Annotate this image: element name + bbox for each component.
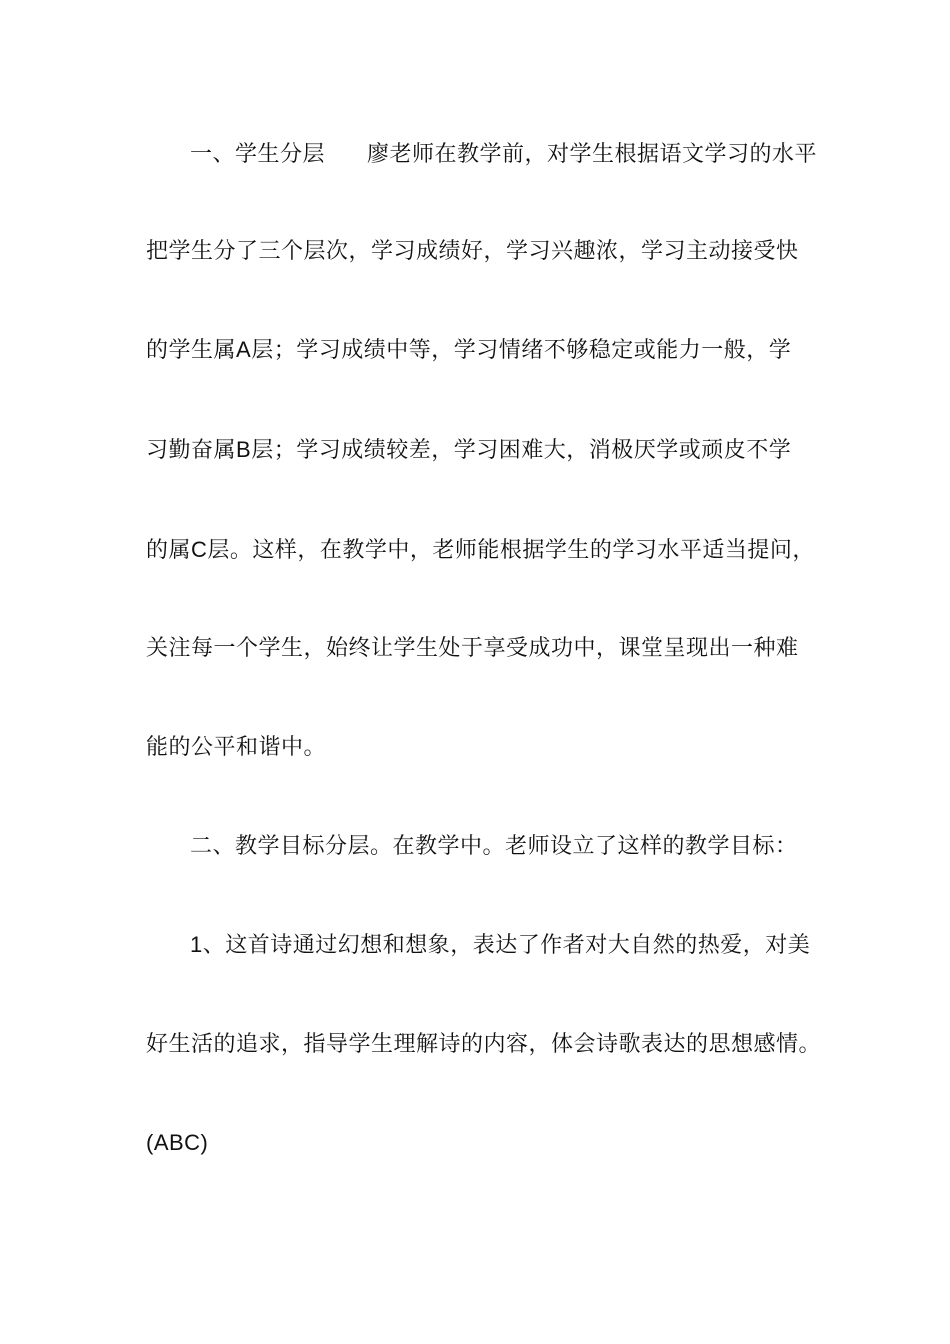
text-run: 的学生属 (146, 338, 237, 363)
text-run: 、这首诗通过幻想和想象，表达了作者对大自然的热爱，对美 (202, 933, 811, 958)
text-run: 层；学习成绩较差，学习困难大，消极厌学或顽皮不学 (251, 438, 792, 463)
paragraph1-line7: 能的公平和谐中。 (146, 735, 327, 760)
level-letter-c: C (191, 537, 208, 562)
paragraph1-line1 (190, 140, 870, 170)
section-heading-student-layering: 一、学生分层 (190, 142, 326, 167)
text-run: 的属 (146, 538, 192, 563)
section-heading-teaching-goals: 二、教学目标分层。在教学中。老师设立了这样的教学目标： (190, 834, 798, 859)
level-tag-abc: (ABC) (146, 1130, 209, 1155)
level-letter-b: B (236, 437, 252, 462)
paragraph1-line3 (146, 335, 826, 366)
paragraph1-line2: 把学生分了三个层次，学习成绩好，学习兴趣浓，学习主动接受快 (146, 239, 799, 264)
list-number: 1 (190, 932, 203, 957)
paragraph1-line5 (146, 535, 826, 566)
paragraph3-line2: 好生活的追求，指导学生理解诗的内容，体会诗歌表达的思想感情。 (146, 1032, 822, 1057)
text-run: 层；学习成绩中等，学习情绪不够稳定或能力一般，学 (251, 338, 792, 363)
level-letter-a: A (236, 337, 252, 362)
paragraph1-line4 (146, 435, 826, 466)
text-run: 习勤奋属 (146, 438, 237, 463)
text-run: 层。这样，在教学中，老师能根据学生的学习水平适当提问， (207, 538, 815, 563)
paragraph1-line6: 关注每一个学生，始终让学生处于享受成功中，课堂呈现出一种难 (146, 636, 799, 661)
paragraph1-text: 廖老师在教学前，对学生根据语文学习的水平 (367, 142, 818, 167)
paragraph3-line1 (190, 930, 870, 961)
